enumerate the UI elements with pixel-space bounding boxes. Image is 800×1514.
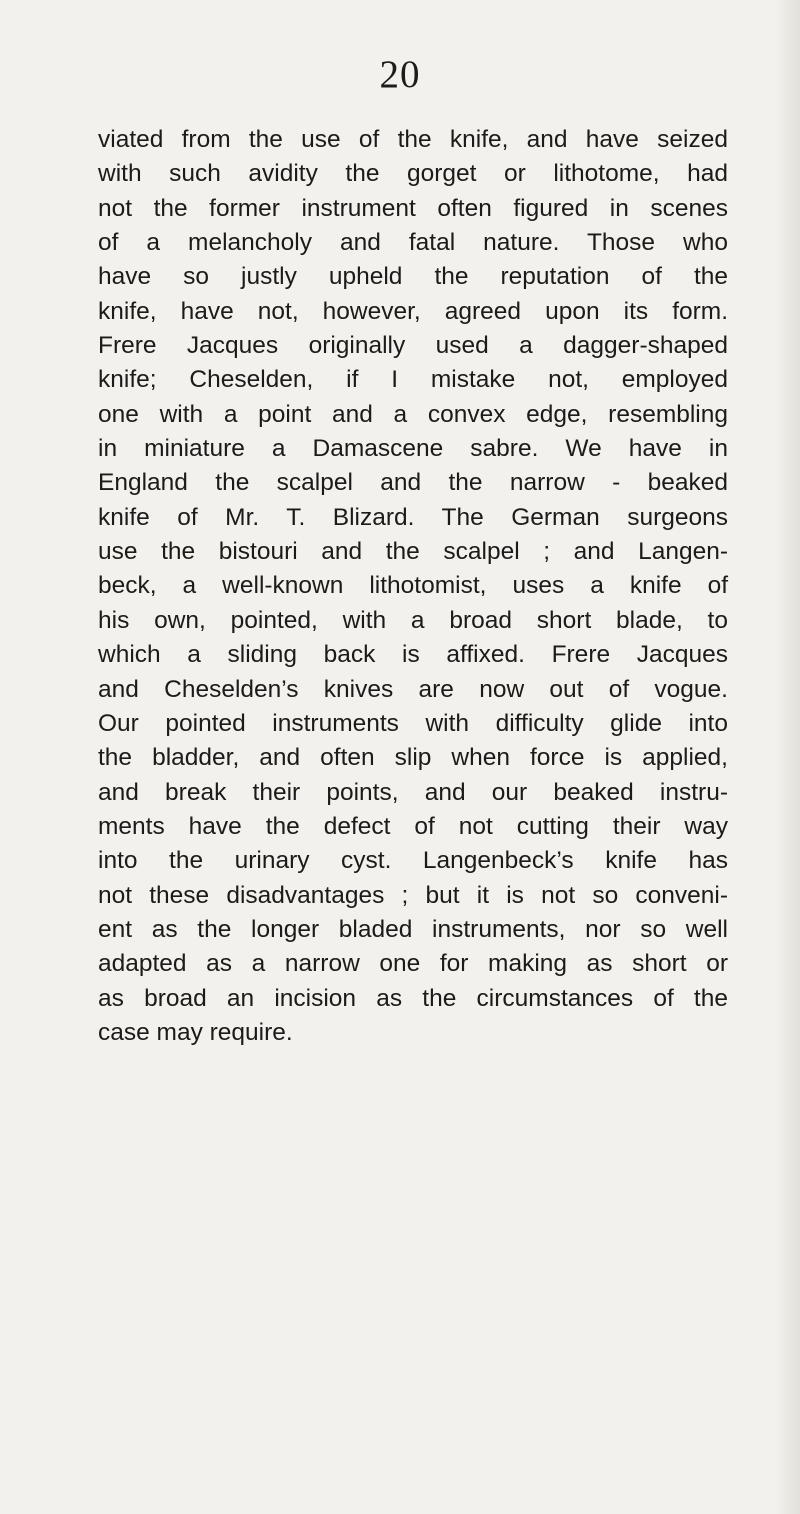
text-line: beck, a well-known lithotomist, uses a knife of (98, 572, 728, 600)
text-line: as broad an incision as the circumstances of the (98, 984, 728, 1012)
text-line: use the bistouri and the scalpel ; and Langen- (98, 538, 728, 566)
text-line: Our pointed instruments with difficulty glide into (98, 709, 728, 737)
page-edge-shadow (776, 0, 800, 1514)
text-line: in miniature a Damascene sabre. We have in (98, 435, 728, 463)
body-text (98, 123, 728, 1050)
text-line: and break their points, and our beaked instru- (98, 778, 728, 806)
text-line: and Cheselden’s knives are now out of vogue. (98, 675, 728, 703)
text-line: knife of Mr. T. Blizard. The German surgeons (98, 503, 728, 531)
text-line: with such avidity the gorget or lithotome, had (98, 160, 728, 188)
text-line: adapted as a narrow one for making as short or (98, 950, 728, 978)
text-line: ent as the longer bladed instruments, nor so well (98, 915, 728, 943)
text-line: not these disadvantages ; but it is not so conveni- (98, 881, 728, 909)
text-line: not the former instrument often figured in scenes (98, 194, 728, 222)
text-line: his own, pointed, with a broad short blade, to (98, 606, 728, 634)
page-number: 20 (379, 53, 421, 96)
text-line: which a sliding back is affixed. Frere Jacques (98, 641, 728, 669)
text-line: knife, have not, however, agreed upon its form. (98, 297, 728, 325)
text-line: England the scalpel and the narrow - beaked (98, 469, 728, 497)
text-line-last: case may require. (98, 1018, 293, 1046)
text-line: into the urinary cyst. Langenbeck’s knife has (98, 847, 728, 875)
text-line: knife; Cheselden, if I mistake not, employed (98, 366, 728, 394)
text-line: have so justly upheld the reputation of the (98, 263, 728, 291)
text-line: the bladder, and often slip when force is applied, (98, 744, 728, 772)
text-line: of a melancholy and fatal nature. Those who (98, 229, 728, 257)
text-line: one with a point and a convex edge, resembling (98, 400, 728, 428)
text-line: ments have the defect of not cutting their way (98, 812, 728, 840)
text-line: Frere Jacques originally used a dagger-shaped (98, 332, 728, 360)
text-line: viated from the use of the knife, and have seized (98, 126, 728, 153)
